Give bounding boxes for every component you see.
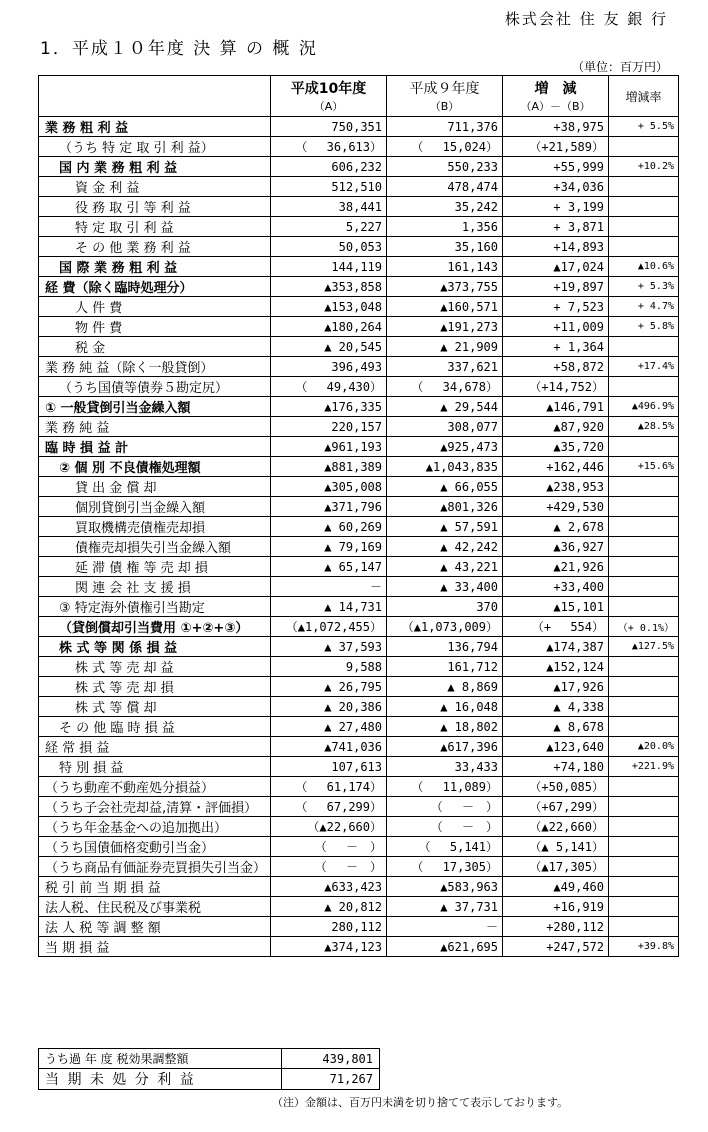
row-label: （うち国債等債券５勘定尻） (39, 377, 271, 397)
value-fy10: ▲ 65,147 (271, 557, 387, 577)
table-row (39, 397, 679, 417)
value-fy9: （ － ） (387, 817, 503, 837)
value-change: （▲22,660） (503, 817, 609, 837)
value-fy9: 136,794 (387, 637, 503, 657)
value-change: ▲17,024 (503, 257, 609, 277)
row-label: 資 金 利 益 (39, 177, 271, 197)
value-fy10: ▲ 37,593 (271, 637, 387, 657)
value-rate: +10.2% (609, 157, 679, 177)
header-rate: 増減率 (609, 76, 679, 117)
value-fy10: （▲22,660） (271, 817, 387, 837)
value-fy9: ▲621,695 (387, 937, 503, 957)
table-row (39, 417, 679, 437)
table-header-row (39, 76, 679, 117)
value-change: （+21,589） (503, 137, 609, 157)
header-change: 増 減 （A）－（B） (503, 76, 609, 117)
value-rate: +221.9% (609, 757, 679, 777)
table-row (39, 877, 679, 897)
value-fy10: ▲ 20,812 (271, 897, 387, 917)
value-fy9: ▲ 33,400 (387, 577, 503, 597)
table-row (39, 277, 679, 297)
row-label: 人 件 費 (39, 297, 271, 317)
value-rate (609, 597, 679, 617)
value-change: ▲152,124 (503, 657, 609, 677)
value-rate: + 5.3% (609, 277, 679, 297)
value-rate (609, 877, 679, 897)
row-label: 法人税、住民税及び事業税 (39, 897, 271, 917)
value-change: （+67,299） (503, 797, 609, 817)
value-change: +38,975 (503, 117, 609, 137)
table-row (39, 437, 679, 457)
value-rate (609, 917, 679, 937)
value-fy10: ▲305,008 (271, 477, 387, 497)
value-fy9: 337,621 (387, 357, 503, 377)
value-fy10: ▲633,423 (271, 877, 387, 897)
value-fy9: ▲ 8,869 (387, 677, 503, 697)
row-label: 株 式 等 売 却 益 (39, 657, 271, 677)
table-row (39, 797, 679, 817)
value-change: （▲ 5,141） (503, 837, 609, 857)
financial-summary-table (38, 75, 679, 957)
value-rate: + 5.5% (609, 117, 679, 137)
row-label: 業 務 純 益 (39, 417, 271, 437)
value-rate: ▲20.0% (609, 737, 679, 757)
value-fy10: ▲ 14,731 (271, 597, 387, 617)
row-label: 役 務 取 引 等 利 益 (39, 197, 271, 217)
value-fy10: ▲180,264 (271, 317, 387, 337)
value-change: ▲ 4,338 (503, 697, 609, 717)
value-rate (609, 817, 679, 837)
value-fy9: （▲1,073,009） (387, 617, 503, 637)
value-fy9: ▲617,396 (387, 737, 503, 757)
value-change: +280,112 (503, 917, 609, 937)
value-fy10: （ 49,430） (271, 377, 387, 397)
table-row (39, 677, 679, 697)
value-change: ▲146,791 (503, 397, 609, 417)
value-fy9: 550,233 (387, 157, 503, 177)
value-change: +34,036 (503, 177, 609, 197)
header-fy10: 平成10年度 （A） (271, 76, 387, 117)
table-row (39, 777, 679, 797)
value-fy10: 512,510 (271, 177, 387, 197)
table-row (39, 837, 679, 857)
row-label: 特 別 損 益 (39, 757, 271, 777)
value-change: + 3,199 (503, 197, 609, 217)
value-fy9: ▲ 16,048 (387, 697, 503, 717)
value-fy9: （ － ） (387, 797, 503, 817)
value-fy9: ▲ 57,591 (387, 517, 503, 537)
value-fy9: ▲191,273 (387, 317, 503, 337)
value-fy10: ▲353,858 (271, 277, 387, 297)
table-row (39, 297, 679, 317)
value-rate (609, 697, 679, 717)
value-change: （+50,085） (503, 777, 609, 797)
value-fy10: ▲ 20,545 (271, 337, 387, 357)
table-row (39, 137, 679, 157)
value-fy9: ▲ 37,731 (387, 897, 503, 917)
value-rate (609, 857, 679, 877)
value-fy9: ▲1,043,835 (387, 457, 503, 477)
value-change: ▲87,920 (503, 417, 609, 437)
sub-label: うち過 年 度 税効果調整額 (39, 1049, 282, 1069)
value-rate (609, 497, 679, 517)
value-rate: +39.8% (609, 937, 679, 957)
value-fy10: 38,441 (271, 197, 387, 217)
value-fy10: （ 67,299） (271, 797, 387, 817)
value-fy9: 35,242 (387, 197, 503, 217)
value-rate: + 5.8% (609, 317, 679, 337)
row-label: 延 滞 債 権 等 売 却 損 (39, 557, 271, 577)
row-label: （うち動産不動産処分損益） (39, 777, 271, 797)
table-row (39, 717, 679, 737)
value-fy10: ▲741,036 (271, 737, 387, 757)
value-fy10: ▲ 27,480 (271, 717, 387, 737)
table-row (39, 557, 679, 577)
row-label: 国 際 業 務 粗 利 益 (39, 257, 271, 277)
value-rate (609, 377, 679, 397)
row-label: そ の 他 業 務 利 益 (39, 237, 271, 257)
value-change: ▲21,926 (503, 557, 609, 577)
value-rate: + 4.7% (609, 297, 679, 317)
value-fy10: 606,232 (271, 157, 387, 177)
row-label: 当 期 損 益 (39, 937, 271, 957)
row-label: ② 個 別 不良債権処理額 (39, 457, 271, 477)
value-change: ▲174,387 (503, 637, 609, 657)
sub-row (39, 1069, 380, 1090)
value-change: ▲123,640 (503, 737, 609, 757)
table-row (39, 317, 679, 337)
value-fy10: 107,613 (271, 757, 387, 777)
row-label: （うち子会社売却益,清算・評価損） (39, 797, 271, 817)
row-label: 経 費（除く臨時処理分） (39, 277, 271, 297)
value-rate (609, 337, 679, 357)
value-fy10: ▲ 79,169 (271, 537, 387, 557)
sub-row (39, 1049, 380, 1069)
row-label: 税 引 前 当 期 損 益 (39, 877, 271, 897)
value-change: （+14,752） (503, 377, 609, 397)
table-row (39, 337, 679, 357)
table-row (39, 377, 679, 397)
value-fy10: ▲ 26,795 (271, 677, 387, 697)
table-row (39, 577, 679, 597)
value-fy9: ▲160,571 (387, 297, 503, 317)
value-change: +247,572 (503, 937, 609, 957)
row-label: ① 一般貸倒引当金繰入額 (39, 397, 271, 417)
table-row (39, 477, 679, 497)
value-rate: ▲496.9% (609, 397, 679, 417)
value-change: +429,530 (503, 497, 609, 517)
value-rate (609, 517, 679, 537)
row-label: 株 式 等 償 却 (39, 697, 271, 717)
row-label: 貸 出 金 償 却 (39, 477, 271, 497)
value-fy9: 308,077 (387, 417, 503, 437)
row-label: 物 件 費 (39, 317, 271, 337)
row-label: 業 務 粗 利 益 (39, 117, 271, 137)
value-change: +58,872 (503, 357, 609, 377)
value-change: ▲49,460 (503, 877, 609, 897)
value-fy10: ▲961,193 (271, 437, 387, 457)
value-rate: ▲28.5% (609, 417, 679, 437)
row-label: 買取機構売債権売却損 (39, 517, 271, 537)
value-fy9: （ 34,678） (387, 377, 503, 397)
value-change: +55,999 (503, 157, 609, 177)
value-fy9: ▲373,755 (387, 277, 503, 297)
table-row (39, 737, 679, 757)
value-fy9: ▲583,963 (387, 877, 503, 897)
unit-note: （単位：百万円） (571, 60, 668, 74)
row-label: 株 式 等 売 却 損 (39, 677, 271, 697)
row-label: （うち 特 定 取 引 利 益） (39, 137, 271, 157)
table-row (39, 537, 679, 557)
table-row (39, 817, 679, 837)
value-fy10: ▲ 60,269 (271, 517, 387, 537)
value-fy10: ▲ 20,386 (271, 697, 387, 717)
value-fy9: 478,474 (387, 177, 503, 197)
value-fy10: （ 61,174） (271, 777, 387, 797)
value-fy9: 161,143 (387, 257, 503, 277)
sub-label: 当 期 未 処 分 利 益 (39, 1069, 282, 1090)
table-row (39, 917, 679, 937)
value-fy9: （ 5,141） (387, 837, 503, 857)
value-fy10: ▲374,123 (271, 937, 387, 957)
table-row (39, 697, 679, 717)
row-label: ③ 特定海外債権引当勘定 (39, 597, 271, 617)
value-fy10: 9,588 (271, 657, 387, 677)
value-rate (609, 237, 679, 257)
value-fy9: （ 17,305） (387, 857, 503, 877)
value-rate (609, 777, 679, 797)
value-rate (609, 477, 679, 497)
row-label: 国 内 業 務 粗 利 益 (39, 157, 271, 177)
value-rate: ▲127.5% (609, 637, 679, 657)
value-fy10: （ － ） (271, 857, 387, 877)
table-row (39, 177, 679, 197)
value-fy9: 33,433 (387, 757, 503, 777)
value-rate (609, 577, 679, 597)
value-fy10: ▲153,048 (271, 297, 387, 317)
row-label: そ の 他 臨 時 損 益 (39, 717, 271, 737)
row-label: 臨 時 損 益 計 (39, 437, 271, 457)
value-change: ▲36,927 (503, 537, 609, 557)
value-fy9: － (387, 917, 503, 937)
row-label: （うち国債価格変動引当金） (39, 837, 271, 857)
value-change: ▲ 8,678 (503, 717, 609, 737)
table-row (39, 357, 679, 377)
value-rate (609, 537, 679, 557)
value-fy9: 370 (387, 597, 503, 617)
value-rate (609, 557, 679, 577)
value-rate (609, 677, 679, 697)
company-name: 株式会社 住 友 銀 行 (504, 10, 668, 28)
value-change: ▲17,926 (503, 677, 609, 697)
table-row (39, 457, 679, 477)
row-label: 経 常 損 益 (39, 737, 271, 757)
table-row (39, 157, 679, 177)
value-fy9: ▲ 66,055 (387, 477, 503, 497)
table-row (39, 857, 679, 877)
row-label: 個別貸倒引当金繰入額 (39, 497, 271, 517)
value-rate (609, 717, 679, 737)
value-fy10: ▲881,389 (271, 457, 387, 477)
value-rate: ▲10.6% (609, 257, 679, 277)
table-row (39, 517, 679, 537)
value-change: +19,897 (503, 277, 609, 297)
value-change: +11,009 (503, 317, 609, 337)
value-rate (609, 437, 679, 457)
value-change: +33,400 (503, 577, 609, 597)
footnote: （注）金額は、百万円未満を切り捨てて表示しております。 (272, 1096, 569, 1109)
row-label: 法 人 税 等 調 整 額 (39, 917, 271, 937)
value-fy10: 5,227 (271, 217, 387, 237)
value-fy10: 220,157 (271, 417, 387, 437)
row-label: 関 連 会 社 支 援 損 (39, 577, 271, 597)
value-change: （+ 554） (503, 617, 609, 637)
value-fy9: ▲ 18,802 (387, 717, 503, 737)
value-rate (609, 177, 679, 197)
value-fy9: （ 15,024） (387, 137, 503, 157)
value-fy9: ▲801,326 (387, 497, 503, 517)
value-fy9: ▲925,473 (387, 437, 503, 457)
value-fy9: （ 11,089） (387, 777, 503, 797)
table-row (39, 597, 679, 617)
row-label: 特 定 取 引 利 益 (39, 217, 271, 237)
value-rate (609, 797, 679, 817)
value-fy10: （ 36,613） (271, 137, 387, 157)
value-fy9: ▲ 43,221 (387, 557, 503, 577)
value-change: +16,919 (503, 897, 609, 917)
row-label: 業 務 純 益（除く一般貸倒） (39, 357, 271, 377)
header-label-cell (39, 76, 271, 117)
value-fy10: ▲176,335 (271, 397, 387, 417)
value-rate (609, 197, 679, 217)
sub-value: 71,267 (282, 1069, 380, 1090)
value-fy9: 711,376 (387, 117, 503, 137)
table-row (39, 637, 679, 657)
sub-summary-table (38, 1048, 380, 1090)
value-fy10: 144,119 (271, 257, 387, 277)
value-change: ▲15,101 (503, 597, 609, 617)
value-change: ▲35,720 (503, 437, 609, 457)
value-change: ▲ 2,678 (503, 517, 609, 537)
value-change: （▲17,305） (503, 857, 609, 877)
table-row (39, 257, 679, 277)
table-row (39, 897, 679, 917)
row-label: 債権売却損失引当金繰入額 (39, 537, 271, 557)
value-fy9: 1,356 (387, 217, 503, 237)
value-change: + 3,871 (503, 217, 609, 237)
value-change: +14,893 (503, 237, 609, 257)
value-rate (609, 217, 679, 237)
header-fy9: 平成９年度 （B） (387, 76, 503, 117)
table-row (39, 497, 679, 517)
table-row (39, 197, 679, 217)
table-row (39, 617, 679, 637)
value-fy9: ▲ 21,909 (387, 337, 503, 357)
value-rate (609, 837, 679, 857)
row-label: 株 式 等 関 係 損 益 (39, 637, 271, 657)
value-rate (609, 897, 679, 917)
value-fy9: ▲ 29,544 (387, 397, 503, 417)
value-rate: （+ 0.1%） (609, 617, 679, 637)
value-change: ▲238,953 (503, 477, 609, 497)
table-row (39, 237, 679, 257)
value-fy10: 50,053 (271, 237, 387, 257)
table-row (39, 937, 679, 957)
table-row (39, 657, 679, 677)
value-rate (609, 137, 679, 157)
value-rate (609, 657, 679, 677)
page-title: 1．平成１０年度 決 算 の 概 況 (40, 39, 318, 59)
value-change: + 1,364 (503, 337, 609, 357)
value-change: +74,180 (503, 757, 609, 777)
value-fy10: － (271, 577, 387, 597)
table-row (39, 217, 679, 237)
row-label: （うち商品有価証券売買損失引当金） (39, 857, 271, 877)
value-rate: +17.4% (609, 357, 679, 377)
value-fy10: 396,493 (271, 357, 387, 377)
value-rate: +15.6% (609, 457, 679, 477)
row-label: （うち年金基金への追加拠出） (39, 817, 271, 837)
value-fy9: 35,160 (387, 237, 503, 257)
value-fy9: ▲ 42,242 (387, 537, 503, 557)
value-change: + 7,523 (503, 297, 609, 317)
value-fy10: （▲1,072,455） (271, 617, 387, 637)
table-row (39, 757, 679, 777)
value-fy10: （ － ） (271, 837, 387, 857)
value-change: +162,446 (503, 457, 609, 477)
table-row (39, 117, 679, 137)
value-fy9: 161,712 (387, 657, 503, 677)
sub-value: 439,801 (282, 1049, 380, 1069)
row-label: 税 金 (39, 337, 271, 357)
value-fy10: ▲371,796 (271, 497, 387, 517)
value-fy10: 280,112 (271, 917, 387, 937)
value-fy10: 750,351 (271, 117, 387, 137)
row-label: （貸倒償却引当費用 ①+②+③） (39, 617, 271, 637)
